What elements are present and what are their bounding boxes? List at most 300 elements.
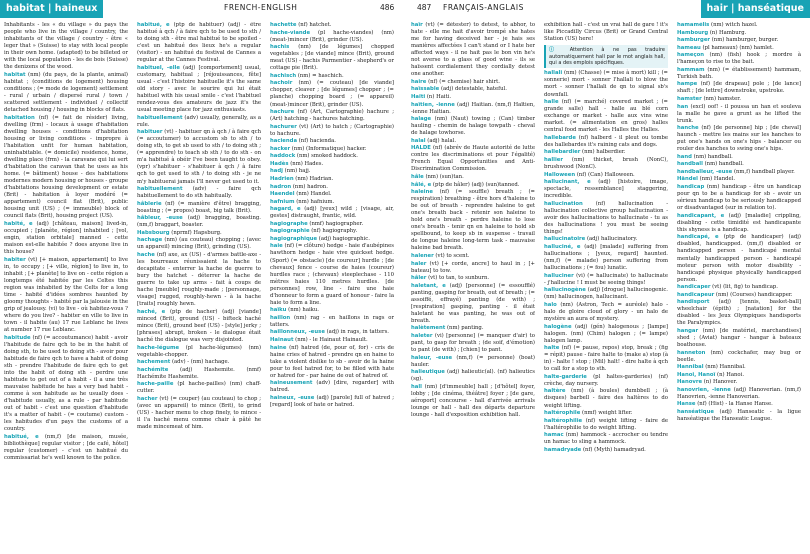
definition: (nf) (= chemise) hair shirt. <box>428 78 500 85</box>
headword: handball <box>677 161 703 168</box>
dictionary-entry <box>677 328 801 349</box>
definition: (nm) (au couteau) chopping ; (avec un appareil) mincing (Brit), grinding (US). <box>137 237 261 251</box>
dictionary-entry <box>137 396 261 431</box>
headword: Habsbourg <box>137 229 170 236</box>
definition: (ptp de hâler) (adj) (sun)tanned. <box>432 181 520 188</box>
column-3 <box>270 22 394 554</box>
definition: (nm) (à boules) dumbbell ; (à disques) barbell - faire des haltères to do weight lifting. <box>544 388 668 409</box>
definition: (nm) cockchafer, may bug or beetle. <box>677 349 801 363</box>
headword: habitude <box>4 334 31 341</box>
definition: (adj) [malade] suffering from hallucinations ; [yeux, regard] haunted. (nm,f) (= malade) person suffering from hallucinations ; (= fou) lunatic. <box>544 243 668 272</box>
headword: habitation <box>4 114 35 121</box>
headword: halluciné, e <box>544 243 581 250</box>
headword: haire <box>411 78 427 85</box>
definition: (nf) (= marché) covered market ; (= grande salle) hall - halle au blé corn exchange or market - halle aux vins wine market. (= alimentation en gros) halles central food market - les Halles the Halles. <box>544 99 668 134</box>
dictionary-entry <box>544 273 668 287</box>
definition: (nm,f) handball player. <box>733 168 795 175</box>
definition: (nf) hatchet. <box>298 22 332 28</box>
dictionary-entry <box>411 79 535 86</box>
definition: (ptp de handicaper) (adj) disabled, handicapped. (nm,f) disabled or handicapped person - handicapé mental mentally handicapped person - handicapé moteur person with motor disability - handicapé physique physically handicapped person. <box>677 234 801 283</box>
definition: (adj) [histoire, image, spectacle, ressemblance] staggering, incredible. <box>544 179 668 200</box>
definition: (nm) hamburger, burger. <box>711 37 779 44</box>
definition: (nf) (Hist) - la Hanse Hanse. <box>697 401 773 408</box>
headword: hachette <box>270 22 297 28</box>
info-icon: ⓘ <box>549 47 570 54</box>
definition: (ptp de hacher) (adj) [viande] minced (Brit), ground (US) - bifteck haché mince (Brit), ground beef (US) - [style] jerky ; [phrases] abrupt, broken - le dialogue était haché the dialogue was very disjointed. <box>137 308 261 344</box>
headword: haine <box>270 344 287 351</box>
headword: halogène <box>544 323 572 330</box>
headword: haineux, -euse <box>270 394 315 401</box>
headword: hâle <box>411 173 424 180</box>
headword: hachis <box>270 44 290 51</box>
headword: Hanse <box>677 401 696 408</box>
dictionary-entry <box>677 176 801 183</box>
headword: hadj <box>270 168 283 175</box>
headword: hallucinogène <box>544 287 586 294</box>
headword: hagiographe <box>270 220 308 227</box>
dictionary-entry <box>137 230 261 237</box>
dictionary-entry <box>270 345 394 380</box>
header-keywords: hair | hanséatique <box>701 0 810 18</box>
headword: hampe <box>677 81 698 88</box>
headword: hâler <box>411 275 427 282</box>
dictionary-entry <box>411 22 535 78</box>
definition: (adj) hagiographic. <box>318 235 370 242</box>
definition: (nm) hadron. <box>292 183 328 190</box>
definition: (nf) weight lifting - faire de l'haltérophilie to do weight lifting. <box>544 417 668 431</box>
headword: handicapant, e <box>677 212 725 219</box>
dictionary-entry <box>270 73 394 80</box>
dictionary-entry <box>270 80 394 108</box>
definition: (adv) - faire qch habituellement to do sth habitually. <box>137 186 261 200</box>
dictionary-entry <box>270 206 394 220</box>
definition: (adv) - (nm) hachage. <box>171 359 230 366</box>
dictionary-entry <box>677 364 801 371</box>
definition: (vi) (= hallucinate) to hallucinate - j'hallucine ! I must be seeing things! <box>544 272 668 286</box>
headword: hagiographie <box>270 228 310 235</box>
dictionary-entry <box>137 129 261 185</box>
dictionary-entry <box>677 104 801 125</box>
dictionary-entry <box>270 44 394 72</box>
headword: hameçon <box>677 52 705 59</box>
definition: (pl hache-viandes) (nm) (meat-)mincer (Brit), grinder (US). <box>270 29 394 43</box>
dictionary-entry <box>544 374 668 388</box>
dictionary-entry <box>677 387 801 401</box>
headword: habituellement <box>137 114 183 121</box>
definition: (adj) [parole] full of hatred ; [regard] look of hate or hatred. <box>270 394 394 408</box>
definition: (nmf) weight lifter. <box>582 410 633 417</box>
dictionary-entry <box>411 189 535 252</box>
headword: hamburger <box>677 37 711 44</box>
page-number: 486 <box>380 3 395 12</box>
definition: (nm,f) (= personne) (boat) hauler. <box>411 354 535 368</box>
dictionary-entry <box>544 236 668 243</box>
definition: (adj) [comportement] usual, customary, habitual ; [réjouissances, fête] usual - c'est l'histoire habituelle it's the same old story - avec le sourire qui lui était habituel with his usual smile - c'est l'habituel rendez-vous des amateurs de jazz it's the usual meeting place for jazz enthusiasts. <box>137 64 261 114</box>
definition: (adj) [drogue] hallucinogenic. (nm) hallucinogen, hallucinant. <box>544 287 668 301</box>
dictionary-entry <box>677 37 801 44</box>
definition: (nm) [de matériel, marchandises] shed ; (Aviat) hangar - hangar à bateaux boathouse. <box>677 327 801 349</box>
definition: (adj) (gén) halogenous ; [lampe] halogen. (nm) (Chim) halogen ; (= lampe) halogen lamp. <box>544 323 668 344</box>
dictionary-entry <box>137 65 261 114</box>
dictionary-entry <box>137 237 261 251</box>
headword: habituel, -elle <box>137 64 180 71</box>
dictionary-entry <box>270 337 394 344</box>
headword: Hannibal <box>677 364 704 371</box>
headword: halieutique <box>411 369 445 376</box>
definition: (pl hache-pailles) (nm) chaff-cutter. <box>137 381 261 395</box>
definition: (nf) (= clôture) hedge - haie d'aubépines hawthorn hedge - haie vive quickset hedge. (Sport) (= obstacle) [de coureur] hurdle ; [de chevaux] fence - course de haies (coureur) hurdles race ; (chevaux) steeplechase - 110 mètres haies 110 metres hurdles. [de personnes] row, line - faire une haie d'honneur to form a guard of honour - faire la haie to form a line. <box>270 243 394 306</box>
dictionary-entry <box>411 275 535 282</box>
dictionary-entry <box>411 355 535 369</box>
headword: Händel <box>677 176 698 183</box>
definition: (nf) (= accoutumance) habit - avoir l'habitude de faire qch to be in the habit of doing sth, to be used to doing sth - avoir pour habitude de faire qch to have a habit of doing sth - prendre l'habitude de faire qch to get into the habit of doing sth - perdre une habitude to get out of a habit - il a une très mauvaise habitude he has a very bad habit - comme à son habitude as he usually does - d'habitude usually, as a rule - par habitude out of habit - c'est une question d'habitude it's a matter of habit - (= coutume) custom - les habitudes d'un pays the customs of a country. <box>4 334 128 433</box>
definition: (nf) (= souffle) breath ; (= respiration) breathing - être hors d'haleine to be out of breath - reprendre haleine to get one's breath back - retenir son haleine to hold one's breath - perdre haleine to lose one's breath - tenir qn en haleine to hold sb spellbound, to keep sb in suspense - travail de longue haleine long-term task - mauvaise haleine bad breath. <box>411 189 535 252</box>
definition: (nm) (fish) hook ; mordre à l'hameçon to rise to the bait. <box>677 52 801 66</box>
headword: hand <box>677 153 692 160</box>
definition: (n) Hanover. <box>703 379 738 386</box>
dictionary-entry <box>544 244 668 272</box>
dictionary-entry <box>270 153 394 160</box>
definition: (nm) (Informatique) hacker. <box>291 145 367 152</box>
dictionary-entry <box>270 228 394 235</box>
definition: (nm) Hadrian. <box>295 175 334 182</box>
dictionary-entry <box>270 124 394 138</box>
dictionary-entry <box>270 146 394 153</box>
headword: haillon <box>270 314 291 321</box>
definition: (nm) halberdier. <box>582 149 626 156</box>
headword: haïtien, -ienne <box>411 101 455 108</box>
headword: halluciner <box>544 272 574 279</box>
definition: (adv) [dire, regarder] with hatred. <box>270 380 394 394</box>
headword: habitat <box>4 71 26 78</box>
headword: hachement <box>137 359 171 366</box>
dictionary-entry <box>411 283 535 325</box>
headword: hallebarde <box>544 134 576 141</box>
definition: (nm) smoked haddock. <box>296 153 358 160</box>
headword: hammam <box>677 66 705 73</box>
headword: halètement <box>411 325 446 332</box>
headword: Hadrien <box>270 175 294 182</box>
dictionary-entry <box>677 22 801 29</box>
dictionary-entry <box>270 176 394 183</box>
definition: (vt) (Art) to hatch ; (Cartographie) to hachure. <box>270 123 394 137</box>
dictionary-entry <box>544 287 668 301</box>
right-page <box>405 0 810 554</box>
dictionary-entry <box>544 22 668 43</box>
headword: haineusement <box>270 380 313 387</box>
definition: (nf) hatred (de, pour of, for) - cris de haine cries of hatred - prendre qn en haine to take a violent dislike to sb - avoir de la haine pour to feel hatred for, to be filled with hate or hatred for - par haine de out of hatred of. <box>270 344 394 379</box>
definition: (vt) (= détester) to detest, to abhor, to hate - elle me hait d'avoir trompé she hates me for having deceived her - je hais ses manières affectées I can't stand or I hate her affected ways - il ne hait pas le bon vin he's not averse to a glass of good wine - ils se haïssent cordialement they cordially detest one another. <box>411 22 535 78</box>
dictionary-entry <box>270 138 394 145</box>
column-1 <box>411 22 535 554</box>
definition: (pl hache-légumes) (nm) vegetable-chopper. <box>137 344 261 358</box>
headword: hacher <box>137 395 158 402</box>
definition: (adj) [yeux] wild ; [visage, air, gestes] distraught, frantic, wild. <box>270 206 394 220</box>
definition: (pl hameaux) (nm) hamlet. <box>702 44 774 51</box>
headword: haïr <box>411 22 423 28</box>
headword: hâblerie <box>137 200 162 207</box>
definition: (nf) hallucination - hallucination collective group hallucination - avoir des hallucinations to hallucinate - tu as des hallucinations ! you must be seeing things! <box>544 200 668 235</box>
definition: (nm) hajj. <box>284 168 311 175</box>
definition: (adj) in rags, in tatters. <box>326 329 389 336</box>
definition: (nm) (= établissement) hammam, Turkish bath. <box>677 66 801 80</box>
headword: handballeur, -euse <box>677 168 733 175</box>
dictionary-entry <box>137 381 261 395</box>
headword: halage <box>411 116 432 123</box>
headword: habitué, e <box>137 22 170 28</box>
definition: (nf) (Art, Cartographie) hachure ; (Art) hatching - hachures hatching. <box>270 109 394 123</box>
definition: (n) Hamburg. <box>709 29 747 36</box>
dictionary-entry <box>4 335 128 434</box>
definition: (nm) = haschich. <box>297 72 344 79</box>
headword: halener <box>411 253 434 259</box>
headword: haddock <box>270 153 296 160</box>
headword: hall <box>411 383 422 390</box>
dictionary-entry <box>137 186 261 200</box>
headword: haler <box>411 260 427 267</box>
dictionary-entry <box>411 94 535 101</box>
definition: (nm) - le Hainaut Hainault. <box>295 337 368 344</box>
dictionary-entry <box>137 22 261 64</box>
dictionary-entry <box>411 261 535 275</box>
dictionary-entry <box>4 434 128 462</box>
headword: halo <box>544 301 557 308</box>
dictionary-entry <box>544 149 668 156</box>
dictionary-entry <box>411 102 535 116</box>
headword: habitué, e <box>4 433 39 440</box>
definition: (nf) hacienda. <box>298 138 336 145</box>
dictionary-entry <box>544 345 668 373</box>
headword: halte <box>544 345 560 352</box>
headword: halle <box>544 99 559 106</box>
dictionary-entry <box>677 81 801 95</box>
dictionary-entry <box>270 191 394 198</box>
page-header <box>405 0 810 18</box>
definition: (adj) Hanseatic - la ligue hanséatique the Hanseatic League. <box>677 408 801 423</box>
dictionary-entry <box>411 333 535 354</box>
definition: (adj) bragging, boasting. (nm,f) braggart, boaster. <box>137 215 261 229</box>
dictionary-entry <box>411 174 535 181</box>
headword: hacienda <box>270 138 298 145</box>
dictionary-entry <box>544 324 668 345</box>
headword: handicapeur <box>677 291 715 298</box>
definition: (nm) Handel. <box>296 191 332 198</box>
headword: handicap <box>677 184 705 191</box>
dictionary-entry <box>677 45 801 52</box>
definition: (nf) (Myth) hamadryad. <box>582 446 646 453</box>
headword: hachisch <box>270 72 297 79</box>
definition: (adj) hallucinatory. <box>586 236 638 243</box>
headword: haleine <box>411 189 433 196</box>
definition: (nm) Handel. <box>699 176 736 183</box>
headword: Hainaut <box>270 337 294 344</box>
headword: haltérophilie <box>544 417 583 424</box>
dictionary-entry <box>4 257 128 335</box>
headword: Hadès <box>270 160 289 167</box>
dictionary-entry <box>677 154 801 161</box>
usage-note <box>544 45 668 68</box>
definition: (nm) (du pays, de la plante, animal) habitat ; (conditions de logement) housing conditions ; (= mode de logement) settlement - rural / urbain / dispersé rural / town / scattered settlement - individuel / collectif detached housing / housing in blocks of flats. <box>4 71 128 114</box>
headword: haché, e <box>137 308 166 315</box>
dictionary-entry <box>137 345 261 359</box>
headword: halal <box>411 137 426 144</box>
definition: (vi) [personne] (= manquer d'air) to pant, to gasp for breath ; (de soif, d'émotion) to pant (de with) ; [chien] to pant. <box>411 333 535 354</box>
dictionary-entry <box>137 115 261 129</box>
definition: (nm) hammock - accrocher ou tendre un hamac to sling a hammock. <box>544 432 668 446</box>
dictionary-entry <box>270 315 394 329</box>
definition: (n) Haiti. <box>426 93 452 100</box>
dictionary-entry <box>137 201 261 215</box>
dictionary-entry <box>270 184 394 191</box>
dictionary-entry <box>544 99 668 134</box>
dictionary-entry <box>677 299 801 327</box>
dictionary-entry <box>677 169 801 176</box>
column-1 <box>4 22 128 554</box>
dictionary-entry <box>270 109 394 123</box>
dictionary-entry <box>411 138 535 145</box>
definition: (nf) (= manière d'être) bragging, boasting ; (= propos) boast, big talk (Brit). <box>137 200 261 214</box>
dictionary-entry <box>544 172 668 179</box>
definition: (adj) [maladie] crippling, disabling - cette timidité est handicapante this shyness is a handicap. <box>677 212 801 233</box>
definition: (adj) detestable, hateful. <box>440 86 507 93</box>
definition: (nf) halberd - il pleut ou tombe des hallebardes it's raining cats and dogs. <box>544 134 668 148</box>
dictionary-entry <box>411 86 535 93</box>
headword: hachoir <box>270 80 293 87</box>
headword: hagard, e <box>270 206 301 213</box>
dictionary-entry <box>270 307 394 314</box>
headword: hachurer <box>270 123 297 130</box>
column-2 <box>544 22 668 554</box>
headword: hanche <box>677 125 699 132</box>
dictionary-entry <box>411 145 535 173</box>
dictionary-entry <box>137 309 261 344</box>
dictionary-entry <box>677 96 801 103</box>
definition: (nm,f) [de maison, musée, bibliothèque] regular visitor ; [de café, hôtel] regular (customer) - c'est un habitué du commissariat he's well known to the police. <box>4 433 128 461</box>
dictionary-entry <box>677 125 801 153</box>
dictionary-entry <box>270 22 394 29</box>
definition: (nm) panting. <box>446 325 484 332</box>
headword: Haendel <box>270 191 295 198</box>
headword: haïssable <box>411 86 440 93</box>
dictionary-entry <box>270 380 394 394</box>
definition: (vt) (lit, fig) to handicap. <box>712 284 778 291</box>
definition: (nmf) hagiographer. <box>309 220 364 227</box>
definition: (nm) Hannibal. <box>705 364 746 371</box>
definition: (adj) [personne] (= essoufflé) panting, gasping for breath, out of breath ; (= assoiffé, effrayé) panting (de with) ; [respiration] gasping, panting - il était haletant he was panting, he was out of breath. <box>411 282 535 324</box>
dictionary-entry <box>270 221 394 228</box>
headword: habituer <box>137 129 163 136</box>
definition: (vt) [+ maison, appartement] to live in, to occupy ; [+ ville, région] to live in, to inhabit ; [+ planète] to live on - cette région a longtemps été habitée par les Celtes this region was inhabited by the Celts for a long time - habité d'idées sombres haunted by gloomy thoughts - habité par la jalousie in the grip of jealousy. (vi) to live - où habitez-vous ? where do you live? - habiter en ville to live in town - il habite (au) 17 rue Leblanc he lives at number 17 rue Leblanc. <box>4 256 128 334</box>
definition: (vt) - habituer qn à qch / à faire qch (= accoutumer) to accustom sb to sth / to doing sth, to get sb used to sth / to doing sth ; (= apprendre) to teach sb sth / to do sth - on m'a habitué à obéir I've been taught to obey. (vpr) s'habituer - s'habituer à qch / à faire qch to get used to sth / to doing sth - je ne m'y habituerai jamais I'll never get used to it. <box>137 129 261 185</box>
definition: (vt) (= couper) (au couteau) to chop ; (avec un appareil) to mince (Brit), to grind (US) - hacher menu to chop finely, to mince - il l'a haché menu comme chair à pâté he made mincemeat of him. <box>137 395 261 431</box>
definition: Attention à ne pas traduire automatiquement hall par le mot anglais hall, qui a des emplois spécifiques. <box>549 47 665 66</box>
dictionary-entry <box>544 410 668 417</box>
dictionary-entry <box>677 30 801 37</box>
definition: (nf) [de personne] hip ; [de cheval] haunch - mettre les mains sur les hanches to put one's hands on one's hips - balancer ou rouler des hanches to swing one's hips. <box>677 125 801 153</box>
dictionary-entry <box>544 302 668 323</box>
definition: (nm) (Courses) handicapper. <box>715 291 793 298</box>
definition: (n) Hanoi. <box>717 371 744 378</box>
headword: hachage <box>137 237 163 244</box>
definition: (adj) [château, maison] lived-in, occupied ; [planète, région] inhabited ; [vol, engin, station orbitale] manned - cette maison est-elle habitée ? does anyone live in this house? <box>4 220 128 255</box>
headword: hache-viande <box>270 29 311 36</box>
headword: hagiographique <box>270 235 318 242</box>
dictionary-entry <box>137 367 261 381</box>
dictionary-entry <box>677 184 801 212</box>
definition: (nf) hagiography. <box>311 228 358 235</box>
dictionary-entry <box>677 284 801 291</box>
definition: (adj) [tennis, basket-ball] wheelchair (épith) ; [natation] for the disabled - les Jeux Olympiques handisports the Paralympics. <box>677 299 801 327</box>
definition: (nm) [d'immeuble] hall ; [d'hôtel] foyer, lobby ; [de cinéma, théâtre] foyer ; [de gare, aéroport] concourse - hall d'arrivée arrivals lounge or hall - hall des départs departure lounge - hall d'exposition exhibition hall. <box>411 383 535 419</box>
dictionary-entry <box>270 243 394 306</box>
definition: (nm) (Chasse) (= mise à mort) kill ; (= sonnerie) mort - sonner l'hallali to blow the mort - sonner l'hallali de qn to signal sb's downfall. <box>544 70 668 98</box>
dictionary-entry <box>544 179 668 200</box>
definition: (adv) usually, generally, as a rule. <box>137 114 261 128</box>
dictionary-entry <box>677 292 801 299</box>
definition: (nm) (= couteau) [de viande] chopper, cleaver ; [de légumes] chopper ; (= planche) chopping board ; (= appareil) (meat-)mincer (Brit), grinder (US). <box>270 80 394 108</box>
dictionary-entry <box>677 372 801 379</box>
headword: hamac <box>544 432 564 439</box>
dictionary-entry <box>411 116 535 137</box>
definition: (nm) Hades. <box>290 160 324 167</box>
headword: hache <box>137 252 155 258</box>
dictionary-entry <box>137 359 261 366</box>
dictionary-entry <box>270 199 394 206</box>
dictionary-entry <box>544 388 668 409</box>
definition: (pl haltes-garderies) (nf) crèche, day nursery. <box>544 373 668 387</box>
dictionary-entry <box>4 115 128 221</box>
definition: (nm) hafnium. <box>296 198 335 205</box>
headword: hamster <box>677 95 702 102</box>
headword: hangar <box>677 327 699 334</box>
dictionary-entry <box>677 161 801 168</box>
headword: habité, e <box>4 220 33 227</box>
headword: habiter <box>4 256 26 263</box>
definition: (nf) (Can) Halloween. <box>576 171 635 178</box>
headword: hameau <box>677 44 701 51</box>
headword: haltère <box>544 388 566 395</box>
headword: habituellement <box>137 186 183 193</box>
dictionary-entry <box>270 329 394 336</box>
dictionary-entry <box>270 30 394 44</box>
definition: (nm) witch hazel. <box>711 22 758 28</box>
dictionary-entry <box>137 215 261 229</box>
dictionary-entry <box>411 384 535 419</box>
dictionary-entry <box>4 221 128 256</box>
dictionary-entry <box>270 395 394 409</box>
definition: (excl) oof! - il poussa un han et souleva la malle he gave a grunt as he lifted the trunk. <box>677 103 801 124</box>
dictionary-entry <box>4 22 128 71</box>
header-section-title: FRANÇAIS-ANGLAIS <box>443 3 524 12</box>
definition: (nf) axe, ax (US) - d'armes battle-axe - les bourreaux réunissaient la hache to decapitate - enterrer la hache de guerre to bury the hatchet - déterrer la hache de guerre to take up arms - fait à coups de hache [meuble] roughly-made ; [personnage, visage] rugged, roughly-hewn - à la hache [traits] roughly hewn. <box>137 252 261 308</box>
headword: Hanoi, Hanoï <box>677 371 716 378</box>
headword: hallebardier <box>544 149 581 156</box>
dictionary-entry <box>544 201 668 236</box>
definition: (vt) to tan, to sunburn. <box>428 275 490 282</box>
headword: handicaper <box>677 284 711 291</box>
definition: (nm) handball. <box>693 153 733 160</box>
dictionary-entry <box>677 52 801 66</box>
definition: (ptp de habituer) (adj) - être habitué à qch / à faire qch to be used to sth / to doing sth - être mal habitué to be spoiled - c'est un habitué des lieux he's a regular (visitor) - un habitué du festival de Cannes a regular at the Cannes Festival. <box>137 22 261 64</box>
dictionary-entry <box>544 447 668 454</box>
dictionary-entry <box>544 70 668 98</box>
headword: hanneton <box>677 349 706 356</box>
headword: handisport <box>677 299 710 306</box>
definition: (nm) handball. <box>704 161 744 168</box>
definition: exhibition hall - c'est un vrai hall de gare ! it's like Piccadilly Circus (Brit) or Grand Central Station (US) here! <box>544 22 668 43</box>
definition: (nm) rag - en haillons in rags or tatters. <box>270 314 394 328</box>
headword: hallucination <box>544 200 583 207</box>
